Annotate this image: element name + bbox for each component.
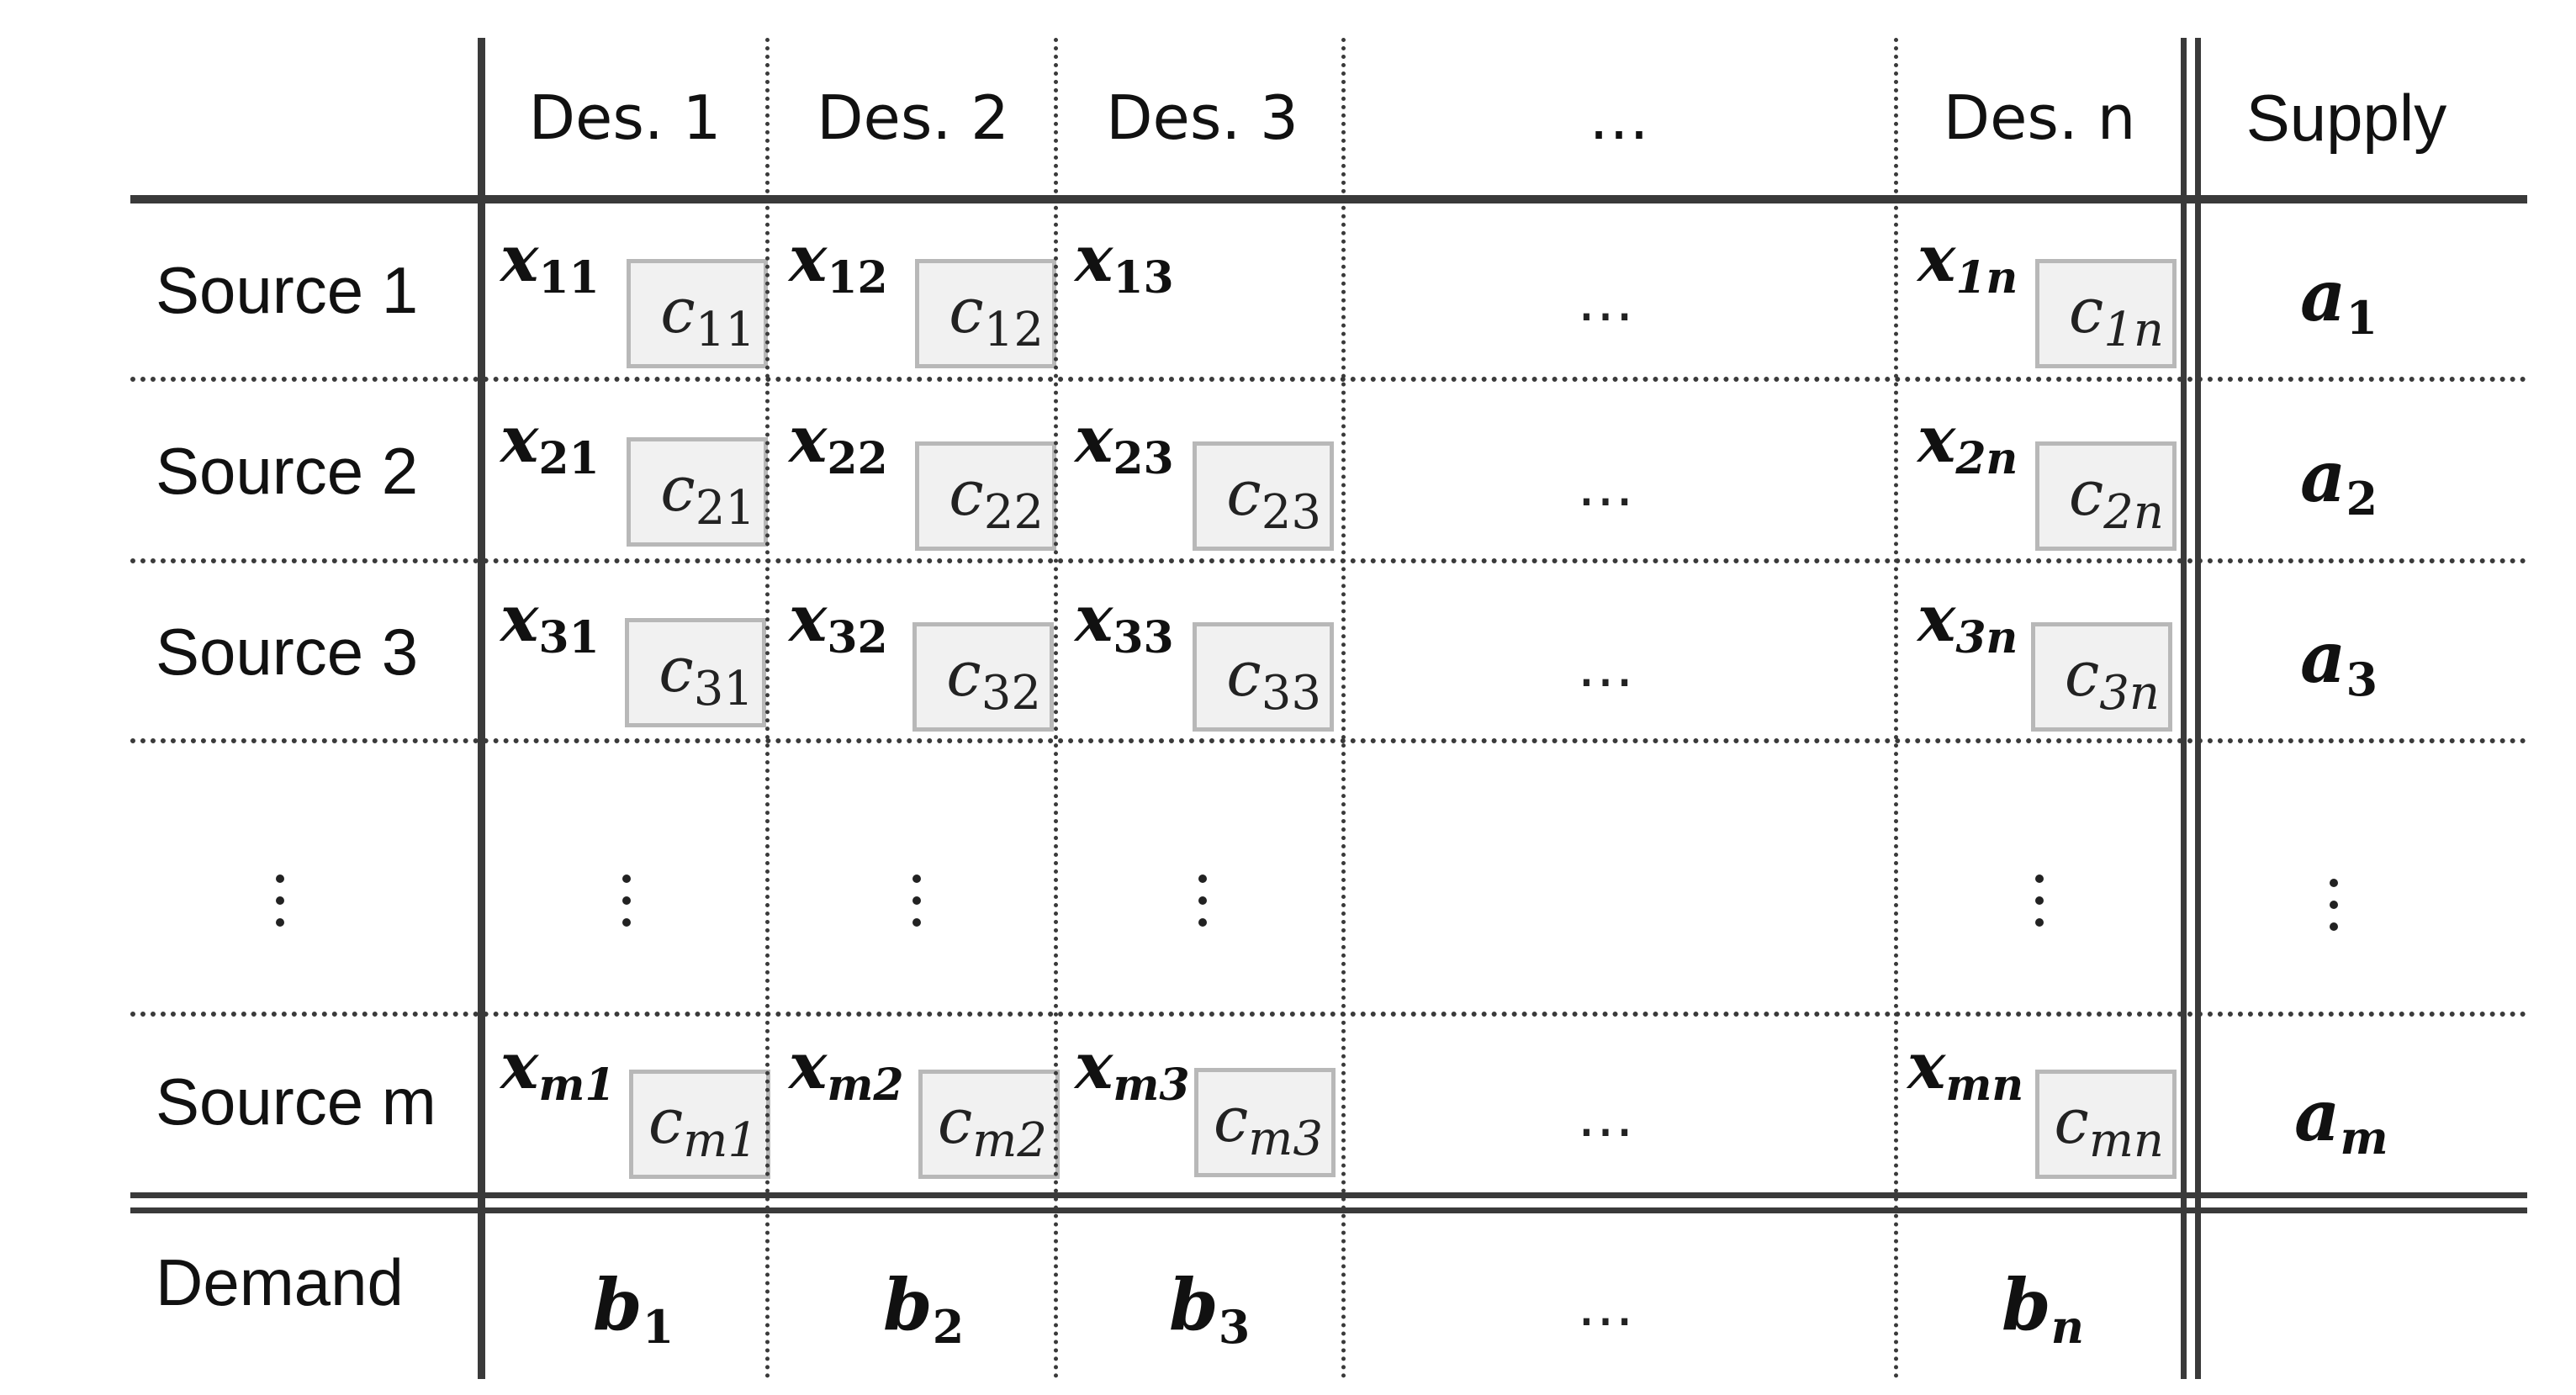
- column-divider: [765, 38, 770, 1379]
- row-label-divider: [478, 38, 485, 1379]
- x-variable: $x_{13}$: [1075, 221, 1174, 304]
- column-divider: [1341, 38, 1346, 1379]
- header-ellipsis: …: [1589, 82, 1649, 153]
- row-divider: [130, 377, 2527, 382]
- supply-divider-right: [2195, 38, 2201, 1379]
- ellipsis: …: [1577, 1273, 1634, 1340]
- demand-value: $b_1$: [593, 1263, 674, 1354]
- vertical-ellipsis: [622, 875, 631, 927]
- header-des-1: Des. 1: [528, 82, 722, 153]
- cost-box: $c_{m3}$: [1194, 1068, 1336, 1177]
- x-variable: $x_{23}$: [1075, 402, 1174, 484]
- cost-box: $c_{m2}$: [918, 1070, 1060, 1179]
- cost-box: $c_{21}$: [627, 437, 768, 547]
- header-rule: [130, 195, 2527, 203]
- row-label-source-m: Source m: [156, 1065, 436, 1139]
- vertical-ellipsis: [2035, 875, 2044, 927]
- row-label-demand: Demand: [156, 1245, 404, 1319]
- header-des-n: Des. n: [1943, 82, 2136, 153]
- supply-divider-left: [2181, 38, 2187, 1379]
- cost-box: $c_{mn}$: [2035, 1070, 2177, 1179]
- x-variable: $x_{12}$: [789, 221, 888, 304]
- cost-box: $c_{32}$: [912, 622, 1054, 732]
- x-variable: $x_{2n}$: [1917, 402, 2018, 484]
- x-variable: $x_{3n}$: [1917, 581, 2018, 663]
- x-variable: $x_{22}$: [789, 402, 888, 484]
- supply-value: $a_1$: [2300, 254, 2378, 345]
- x-variable: $x_{31}$: [500, 581, 600, 663]
- column-divider: [1894, 38, 1898, 1379]
- ellipsis: …: [1577, 453, 1634, 520]
- x-variable: $x_{m2}$: [789, 1028, 904, 1111]
- row-divider: [130, 1012, 2527, 1017]
- x-variable: $x_{21}$: [500, 402, 600, 484]
- x-variable: $x_{m1}$: [500, 1028, 616, 1111]
- row-label-vertical-ellipsis: [276, 875, 284, 927]
- x-variable: $x_{33}$: [1075, 581, 1174, 663]
- demand-value: $b_n$: [2002, 1263, 2084, 1354]
- cost-box: $c_{12}$: [915, 259, 1056, 368]
- row-label-source-2: Source 2: [156, 434, 419, 508]
- row-divider: [130, 558, 2527, 563]
- ellipsis: …: [1577, 268, 1634, 335]
- cost-box: $c_{22}$: [915, 441, 1056, 551]
- demand-rule-bottom: [130, 1207, 2527, 1213]
- header-des-3: Des. 3: [1106, 82, 1299, 153]
- supply-value: $a_m$: [2294, 1074, 2388, 1165]
- header-supply: Supply: [2245, 80, 2447, 155]
- cost-box: $c_{11}$: [627, 259, 768, 368]
- demand-rule-top: [130, 1192, 2527, 1198]
- row-label-source-1: Source 1: [156, 253, 419, 327]
- cost-box: $c_{33}$: [1193, 622, 1334, 732]
- ellipsis: …: [1577, 1084, 1634, 1150]
- x-variable: $x_{11}$: [500, 221, 600, 304]
- supply-value: $a_2$: [2300, 435, 2378, 526]
- cost-box: $c_{2n}$: [2035, 441, 2177, 551]
- x-variable: $x_{32}$: [789, 581, 888, 663]
- column-divider: [1054, 38, 1058, 1379]
- header-des-2: Des. 2: [817, 82, 1009, 153]
- cost-box: $c_{23}$: [1193, 441, 1334, 551]
- vertical-ellipsis: [1198, 875, 1207, 927]
- row-divider: [130, 738, 2527, 743]
- x-variable: $x_{1n}$: [1917, 221, 2018, 304]
- cost-box: $c_{m1}$: [629, 1070, 770, 1179]
- demand-value: $b_2$: [883, 1263, 965, 1354]
- demand-value: $b_3$: [1169, 1263, 1251, 1354]
- vertical-ellipsis: [2330, 879, 2338, 931]
- cost-box: $c_{3n}$: [2031, 622, 2172, 732]
- cost-box: $c_{31}$: [625, 618, 766, 727]
- ellipsis: …: [1577, 634, 1634, 700]
- x-variable: $x_{m3}$: [1075, 1028, 1190, 1111]
- x-variable: $x_{mn}$: [1907, 1028, 2024, 1111]
- row-label-source-3: Source 3: [156, 615, 419, 689]
- vertical-ellipsis: [912, 875, 921, 927]
- supply-value: $a_3$: [2300, 616, 2378, 706]
- cost-box: $c_{1n}$: [2035, 259, 2177, 368]
